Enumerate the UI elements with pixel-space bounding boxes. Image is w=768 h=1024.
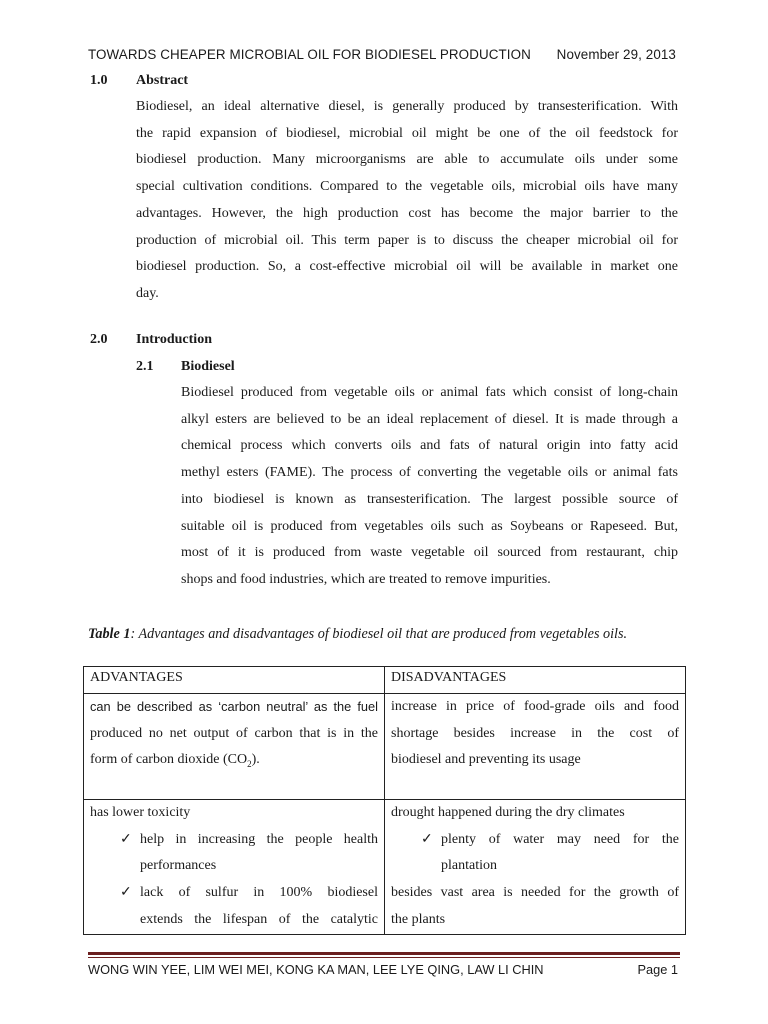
- disadvantage-bullet-cont: plantation: [441, 858, 497, 874]
- advantage-cell: [84, 800, 385, 935]
- biodiesel-line: shops and food industries, which are treated to remove impurities.: [181, 571, 551, 587]
- biodiesel-line: suitable oil is produced from vegetables oils such as Soybeans or Rapeseed. But,: [181, 518, 678, 534]
- abstract-line: Biodiesel, an ideal alternative diesel, is generally produced by transesterification. With: [136, 99, 678, 114]
- intro-number: 2.0: [90, 332, 108, 347]
- abstract-heading: Abstract: [136, 73, 189, 88]
- biodiesel-line: into biodiesel is known as transesterification. The largest possible source of: [181, 491, 678, 507]
- disadvantage-cell: [385, 694, 686, 800]
- disadvantage-title: drought happened during the dry climates: [391, 805, 625, 820]
- table-caption-text: : Advantages and disadvantages of biodiesel oil that are produced from vegetables oils.: [130, 626, 628, 642]
- col-header-advantages: ADVANTAGES: [84, 667, 385, 694]
- disadvantage-line: besides vast area is needed for the growth of: [391, 885, 679, 901]
- subsection-number: 2.1: [136, 359, 154, 374]
- advantage-cell: [84, 694, 385, 800]
- subsection-heading: Biodiesel: [181, 359, 235, 374]
- biodiesel-line: methyl esters (FAME). The process of converting the vegetable oils or animal fats: [181, 465, 678, 481]
- disadvantage-bullet: ✓ plenty of water may need for the: [391, 827, 679, 854]
- checkmark-icon: ✓: [120, 885, 132, 901]
- advantage-bullet-cont: extends the lifespan of the catalytic: [140, 911, 378, 927]
- header-date: November 29, 2013: [556, 47, 676, 62]
- advantage-line: produced no net output of carbon that is in the: [90, 725, 378, 741]
- biodiesel-line: Biodiesel produced from vegetable oils or animal fats which consist of long-chain: [181, 385, 678, 400]
- abstract-number: 1.0: [90, 73, 108, 88]
- biodiesel-line: alkyl esters are believed to be an ideal replacement of diesel. It is made through a: [181, 411, 678, 427]
- advantage-title: has lower toxicity: [90, 805, 191, 820]
- intro-heading: Introduction: [136, 332, 212, 347]
- disadvantage-cell: [385, 800, 686, 935]
- header-title: TOWARDS CHEAPER MICROBIAL OIL FOR BIODIESEL PRODUCTION: [88, 47, 531, 62]
- table-caption-label: Table 1: [88, 626, 131, 642]
- col-header-disadvantages: DISADVANTAGES: [385, 667, 686, 694]
- table-row: [84, 694, 686, 800]
- disadvantage-line: shortage besides increase in the cost of: [391, 725, 679, 741]
- advantage-line: form of carbon dioxide $(CO_2)$.: [90, 752, 260, 770]
- disadvantage-line: increase in price of food-grade oils and food: [391, 699, 679, 714]
- abstract-line: production of microbial oil. This term paper is to discuss the cheaper microbial oil for: [136, 232, 678, 248]
- biodiesel-line: most of it is produced from waste vegetable oil sourced from restaurant, chip: [181, 545, 678, 561]
- footer-rule-thin: [88, 957, 680, 958]
- advantages-table: [83, 666, 686, 935]
- abstract-line: biodiesel production. So, a cost-effective microbial oil will be available in market one: [136, 259, 678, 275]
- checkmark-icon: ✓: [421, 831, 433, 847]
- subscript-2: 2: [247, 759, 252, 770]
- biodiesel-paragraph: [181, 380, 678, 594]
- biodiesel-line: chemical process which converts oils and fats of natural origin into fatty acid: [181, 438, 678, 454]
- footer-authors: WONG WIN YEE, LIM WEI MEI, KONG KA MAN, LEE LYE QING, LAW LI CHIN: [88, 962, 544, 977]
- advantage-bullet: ✓ help in increasing the people health: [90, 827, 378, 854]
- checkmark-icon: ✓: [120, 831, 132, 847]
- page-number: Page 1: [637, 962, 678, 977]
- advantage-line: can be described as ‘carbon neutral’ as the fuel: [90, 699, 378, 714]
- footer-rule-thick: [88, 952, 680, 955]
- table-header-row: [84, 667, 686, 694]
- abstract-line: the rapid expansion of biodiesel, microbial oil might be one of the oil feedstock for: [136, 125, 678, 141]
- advantage-bullet-cont: performances: [140, 858, 217, 874]
- abstract-paragraph: [136, 94, 678, 308]
- table-caption: [88, 626, 627, 643]
- abstract-line: advantages. However, the high production cost has become the major barrier to the: [136, 205, 678, 221]
- abstract-line: special cultivation conditions. Compared to the vegetable oils, microbial oils have many: [136, 179, 678, 195]
- abstract-line: day.: [136, 285, 159, 301]
- advantage-bullet: ✓ lack of sulfur in 100% biodiesel: [90, 880, 378, 907]
- disadvantage-line: biodiesel and preventing its usage: [391, 752, 581, 768]
- disadvantage-line: the plants: [391, 911, 446, 927]
- table-row: [84, 800, 686, 935]
- abstract-line: biodiesel production. Many microorganisms are able to accumulate oils under some: [136, 152, 678, 168]
